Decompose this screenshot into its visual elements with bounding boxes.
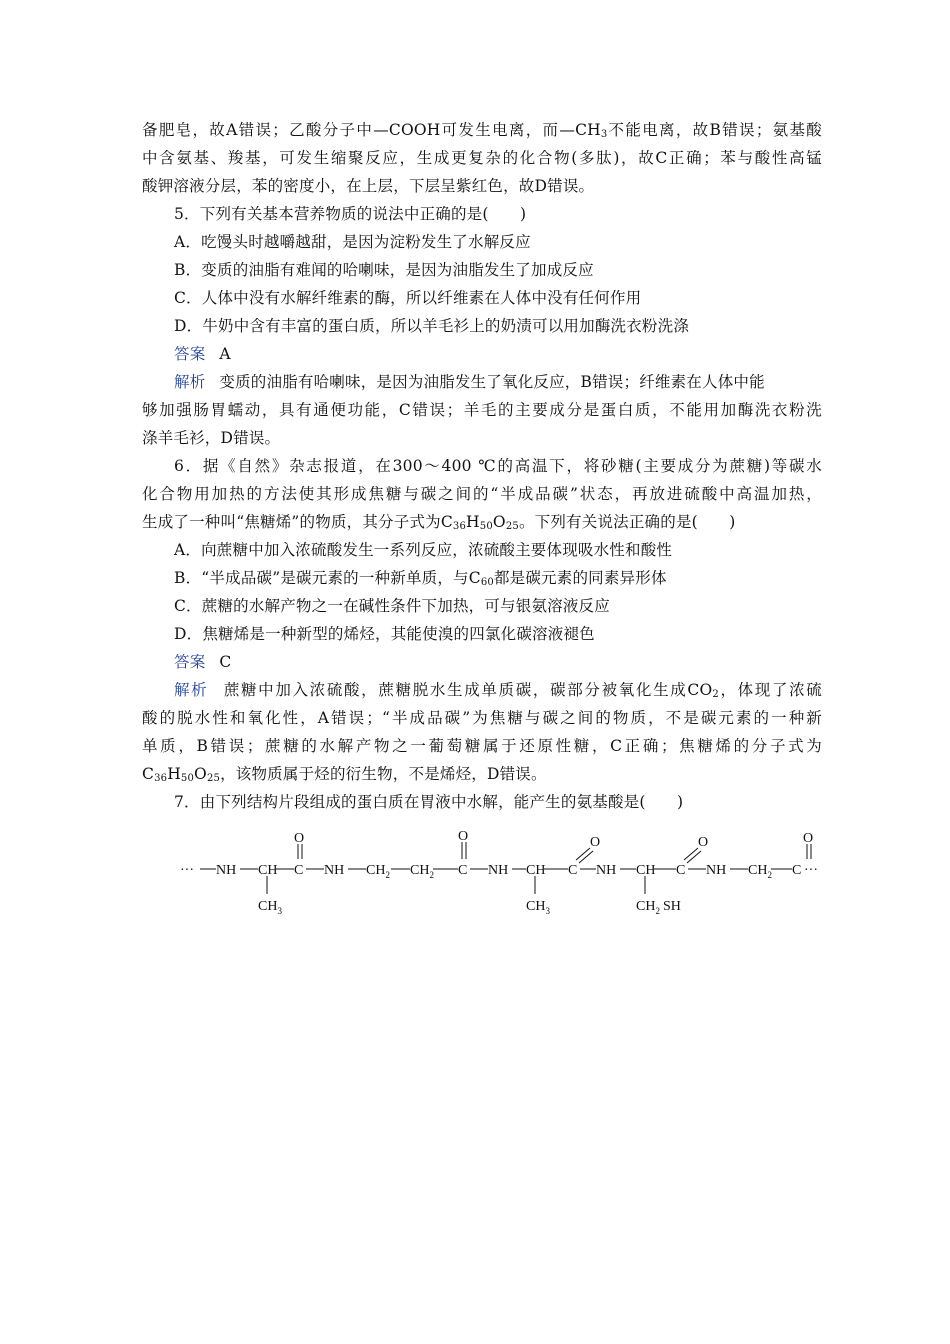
atom-c: C [792, 863, 802, 878]
atom-o: O [294, 831, 305, 846]
atom-nh: NH [216, 863, 237, 878]
q6-option-c: C．蔗糖的水解产物之一在碱性条件下加热，可与银氨溶液反应 [174, 597, 610, 615]
atom-ch2: $CH_2$ [366, 863, 390, 880]
side-chain-ch3: $CH_3$ [258, 899, 282, 916]
atom-c: C [568, 863, 578, 878]
q6-option-d: D．焦糖烯是一种新型的烯烃，其能使溴的四氯化碳溶液褪色 [174, 625, 595, 643]
analysis-label: 解析 [174, 681, 209, 699]
chain-dots-left: ··· [180, 863, 194, 878]
q6-analysis-line-1: 解析 蔗糖中加入浓硫酸，蔗糖脱水生成单质碳，碳部分被氧化生成$CO_2$，体现了浓硫 [174, 681, 822, 700]
atom-o: O [698, 835, 709, 850]
side-chain-ch3: $CH_3$ [526, 899, 550, 916]
q6-stem-line-1: 6．据《自然》杂志报道，在300～400 ℃的高温下，将砂糖(主要成分为蔗糖)等碳水 [174, 457, 822, 475]
atom-c: C [458, 863, 468, 878]
q6-stem-line-3: 生成了一种叫“焦糖烯”的物质，其分子式为$C_{36}H_{50}O_{25}$。下列有关说法正确的是( ) [142, 513, 736, 532]
q5-analysis-line-2: 够加强肠胃蠕动，具有通便功能，C错误；羊毛的主要成分是蛋白质，不能用加酶洗衣粉洗 [142, 401, 822, 419]
atom-o: O [590, 835, 601, 850]
peptide-structure-diagram [180, 826, 840, 918]
continuation-line-2: 中含氨基、羧基，可发生缩聚反应，生成更复杂的化合物(多肽)，故C正确；苯与酸性高锰 [142, 149, 822, 167]
atom-nh: NH [596, 863, 617, 878]
atom-ch: CH [636, 863, 656, 878]
atom-nh: NH [324, 863, 345, 878]
atom-nh: NH [488, 863, 509, 878]
q5-option-d: D．牛奶中含有丰富的蛋白质，所以羊毛衫上的奶渍可以用加酶洗衣粉洗涤 [174, 317, 690, 335]
atom-ch2: $CH_2$ [748, 863, 772, 880]
q5-option-a: A．吃馒头时越嚼越甜，是因为淀粉发生了水解反应 [174, 233, 531, 251]
q6-analysis-line-4: $C_{36}H_{50}O_{25}$，该物质属于烃的衍生物，不是烯烃，D错误。 [142, 765, 547, 784]
q6-stem-line-2: 化合物用加热的方法使其形成焦糖与碳之间的“半成品碳”状态，再放进硫酸中高温加热， [142, 485, 822, 503]
q5-analysis-line-1: 解析 变质的油脂有哈喇味，是因为油脂发生了氧化反应，B错误；纤维素在人体中能 [174, 373, 765, 391]
answer-value: C [219, 653, 232, 671]
atom-nh: NH [706, 863, 727, 878]
q6-option-b: B．“半成品碳”是碳元素的一种新单质，与$C_{60}$都是碳元素的同素异形体 [174, 569, 667, 588]
atom-c: C [676, 863, 686, 878]
atom-o: O [803, 831, 814, 846]
continuation-line-3: 酸钾溶液分层，苯的密度小，在上层，下层呈紫红色，故D错误。 [142, 177, 595, 195]
atom-c: C [294, 863, 304, 878]
q5-option-c: C．人体中没有水解纤维素的酶，所以纤维素在人体中没有任何作用 [174, 289, 642, 307]
side-chain-ch2sh: $CH_2$ SH [636, 899, 681, 916]
q6-analysis-line-2: 酸的脱水性和氧化性，A错误；“半成品碳”为焦糖与碳之间的物质，不是碳元素的一种新 [142, 709, 822, 727]
atom-ch2: $CH_2$ [410, 863, 434, 880]
q6-option-a: A．向蔗糖中加入浓硫酸发生一系列反应，浓硫酸主要体现吸水性和酸性 [174, 541, 673, 559]
atom-ch: CH [526, 863, 546, 878]
chain-dots-right: ··· [804, 863, 818, 878]
answer-label: 答案 [174, 653, 206, 671]
q6-analysis-line-3: 单质，B错误；蔗糖的水解产物之一葡萄糖属于还原性糖，C正确；焦糖烯的分子式为 [142, 737, 822, 755]
answer-label: 答案 [174, 345, 206, 363]
q5-option-b: B．变质的油脂有难闻的哈喇味，是因为油脂发生了加成反应 [174, 261, 594, 279]
q5-answer [174, 340, 854, 368]
q5-analysis-line-3: 涤羊毛衫，D错误。 [142, 429, 281, 447]
atom-ch: CH [258, 863, 278, 878]
q6-answer [174, 648, 854, 676]
continuation-line-1: 备肥皂，故A错误；乙酸分子中—COOH可发生电离，而$—CH_3$不能电离，故B错误；氨基酸 [142, 121, 822, 140]
q5-stem: 5．下列有关基本营养物质的说法中正确的是( ) [174, 205, 527, 223]
answer-value: A [219, 345, 231, 363]
q7-stem: 7．由下列结构片段组成的蛋白质在胃液中水解，能产生的氨基酸是( ) [174, 793, 684, 811]
atom-o: O [458, 829, 469, 844]
analysis-label: 解析 [174, 373, 206, 391]
